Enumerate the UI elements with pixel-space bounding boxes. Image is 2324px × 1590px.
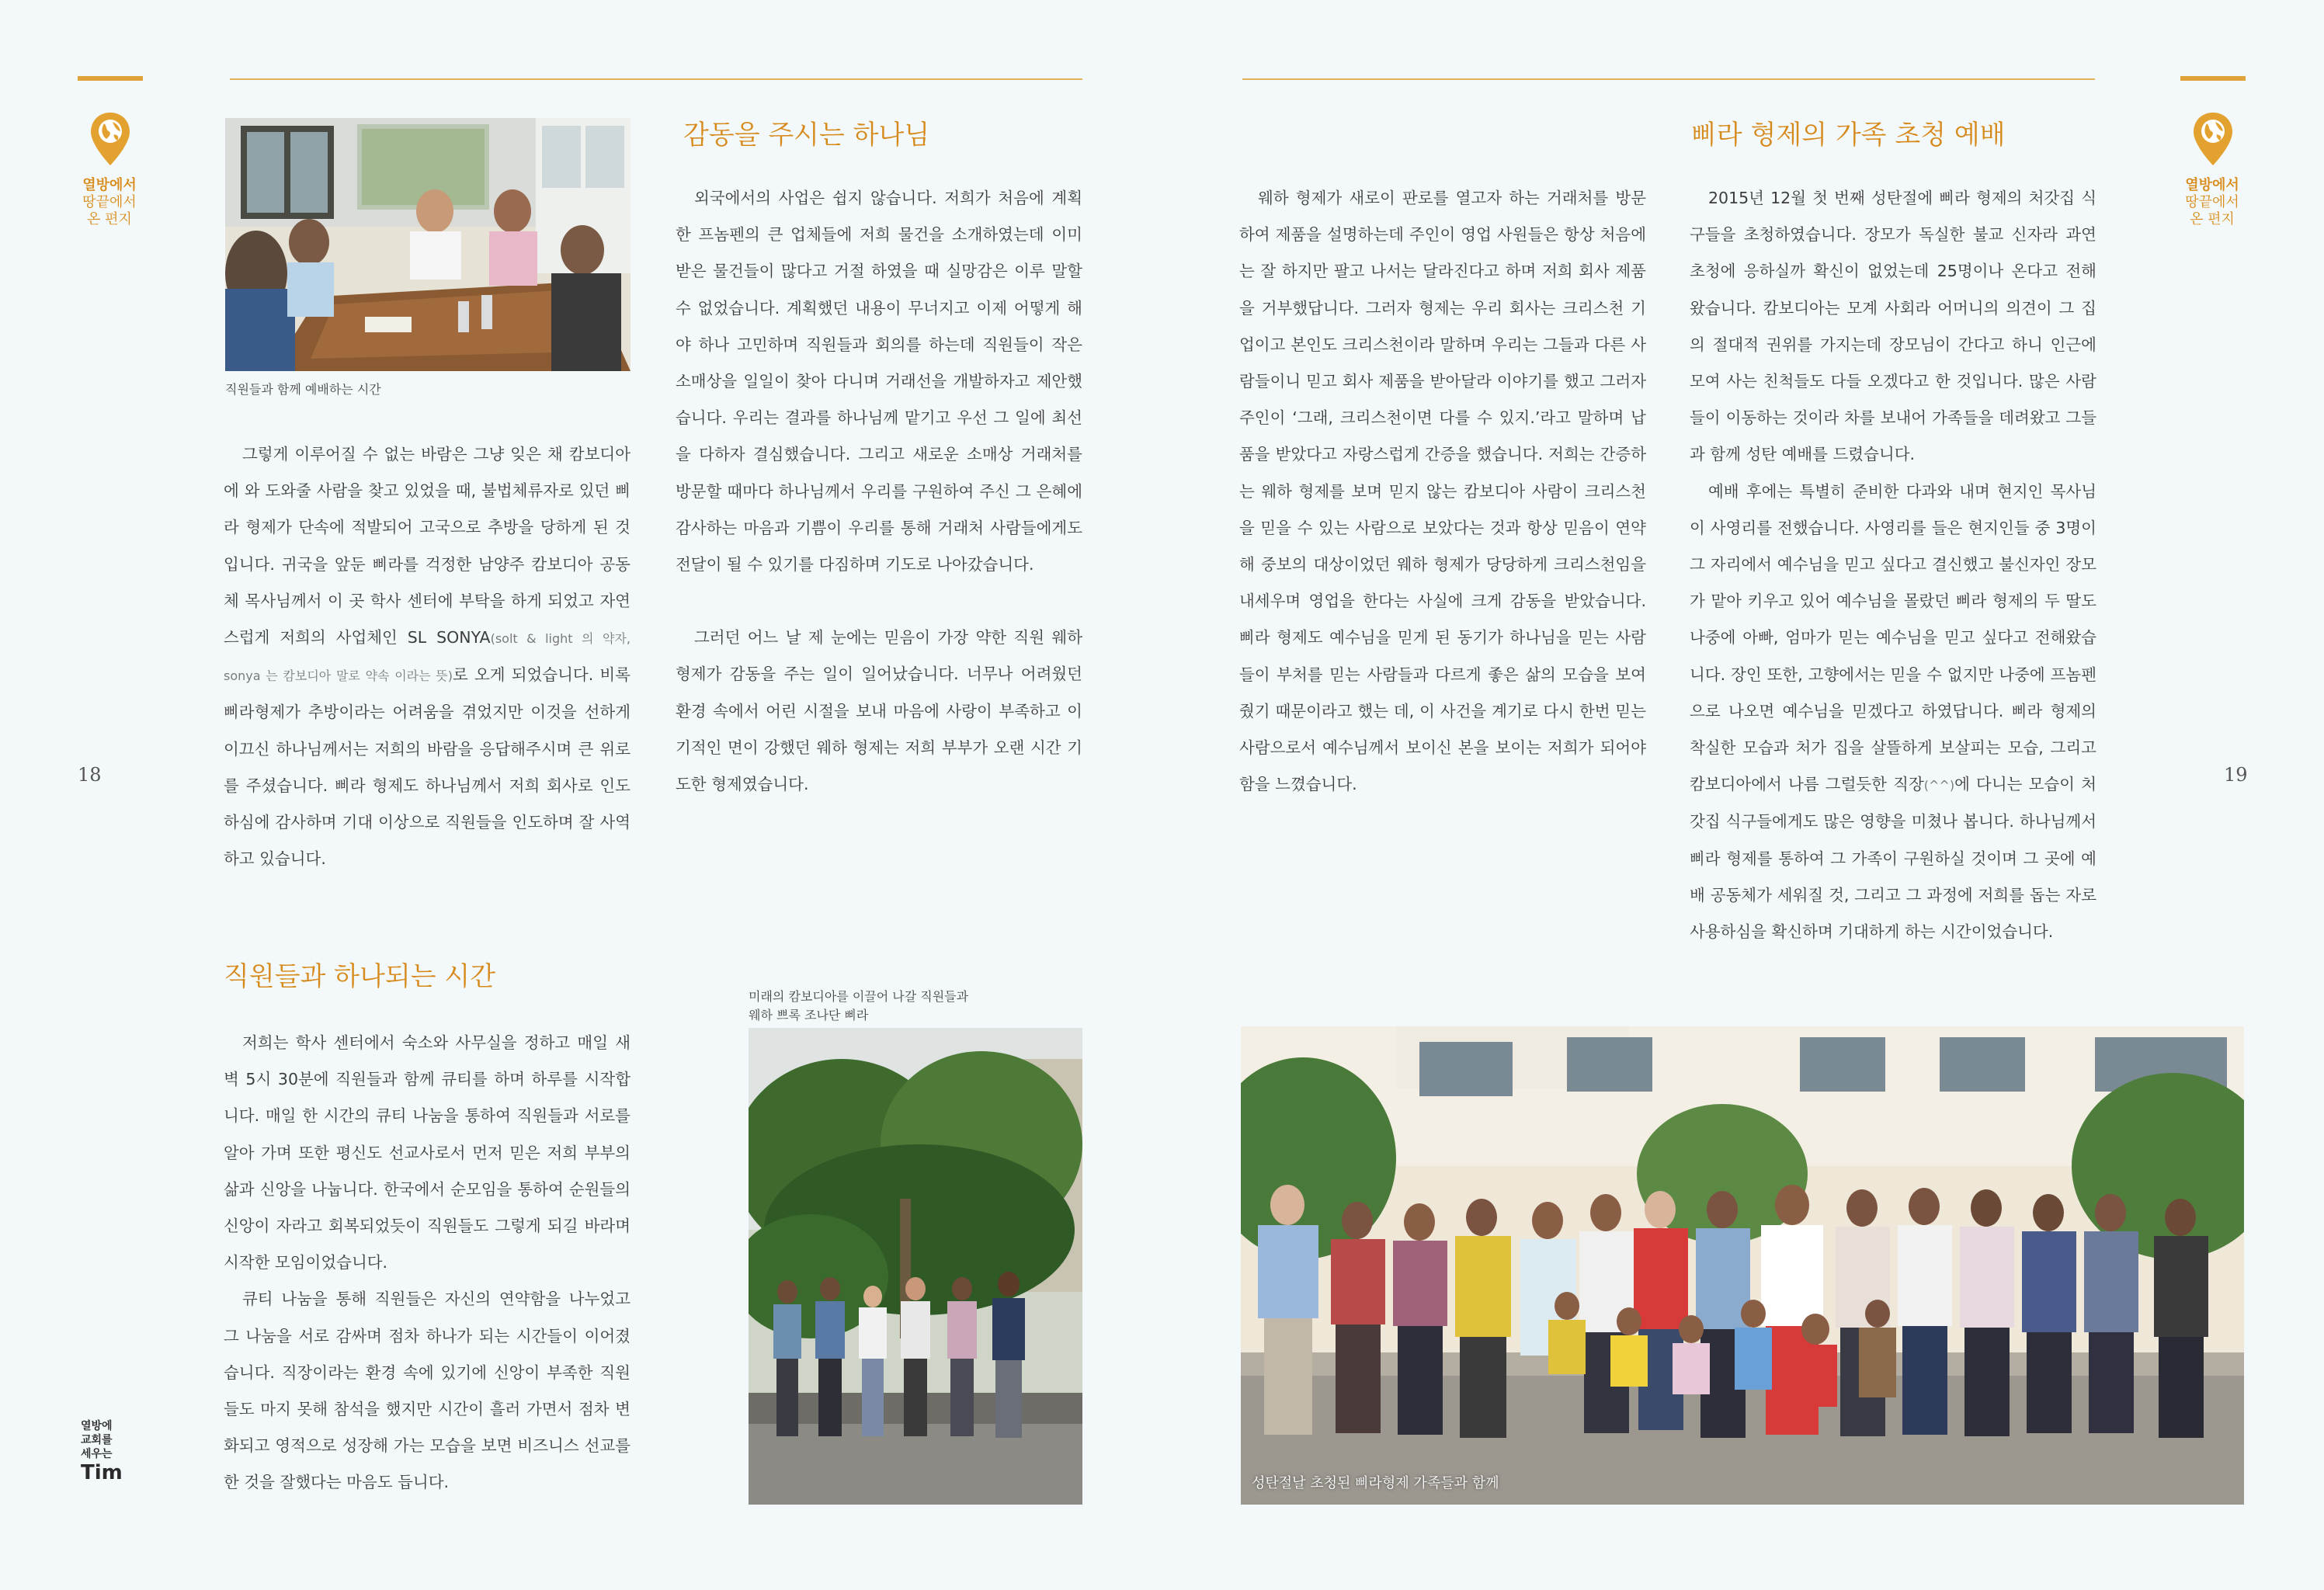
- left-col1-paragraph1-text-cont: 로 오게 되었습니다. 비록 삐라형제가 추방이라는 어려움을 겪었지만 이것을 선하게 이끄신 하나님께서는 저희의 바람을 응답해주시며 큰 위로를 주셨습니다. 삐라 형제도 하나님께서 저희 회사로 인도 하심에 감사하며 기대 이상으로 직원들을 인도하며 잘 사역하고 있습니다.: [224, 665, 631, 869]
- logo-line1: 열방에: [81, 1420, 113, 1432]
- logo-line3: 세우는: [81, 1448, 113, 1460]
- right-col4-paragraph2-text: 예배 후에는 특별히 준비한 다과와 내며 현지인 목사님이 사영리를 전했습니다. 사영리를 들은 현지인들 중 3명이 그 자리에서 예수님을 믿고 싶다고 결신했고 불신자인 장모가 맡아 키우고 있어 예수님을 몰랐던 삐라 형제의 두 딸도 나중에 아빠, 엄마가 믿는 예수님을 믿고 싶다고 전해왔습니다. 장인 또한, 고향에서는 믿을 수 없지만 나중에 프놈펜으로 나오면 예수님을 믿겠다고 하였답니다. 삐라 형제의 착실한 모습과 처가 집을 살뜰하게 보살피는 모습, 그리고 캄보디아에서 나름 그럴듯한 직장: [1690, 481, 2096, 794]
- right-col4-paragraph1: 2015년 12월 첫 번째 성탄절에 삐라 형제의 처갓집 식구들을 초청하였습니다. 장모가 독실한 불교 신자라 과연 초청에 응하실까 확신이 없었는데 25명이나 온다고 전해 왔습니다. 캄보디아는 모계 사회라 어머니의 의견이 그 집의 절대적 권위를 가지는데 장모님이 간다고 하니 인근에 모여 사는 친척들도 다들 오겠다고 한 것입니다. 많은 사람들이 이동하는 것이라 차를 보내어 가족들을 데려왔고 그들과 함께 성탄 예배를 드렸습니다.: [1690, 189, 2096, 464]
- left-margin-rule: [78, 76, 143, 81]
- right-col4-paragraph2: [1690, 474, 2096, 951]
- right-header-rule: [1242, 78, 2095, 80]
- left-section-title-line3: 온 편지: [87, 211, 132, 227]
- photo-family-group: [1241, 1026, 2244, 1505]
- page-number-right: 19: [2224, 764, 2248, 786]
- photo-family-group-caption: 성탄절날 초청된 삐라형제 가족들과 함께: [1252, 1475, 1499, 1491]
- right-section-title-line1: 열방에서: [2185, 177, 2239, 193]
- left-section-title-line2: 땅끝에서: [82, 194, 137, 210]
- left-header-rule: [230, 78, 1082, 80]
- photo-staff-group-caption-line1: 미래의 캄보디아를 이끌어 나갈 직원들과: [749, 989, 969, 1004]
- right-section-title-line2: 땅끝에서: [2185, 194, 2239, 210]
- photo-staff-group-caption-line2: 웨하 쁘록 조나단 삐라: [749, 1008, 869, 1022]
- left-col1-paragraph1-text: 그렇게 이루어질 수 없는 바람은 그냥 잊은 채 캄보디아에 와 도와줄 사람을 찾고 있었을 때, 불법체류자로 있던 삐라 형제가 단속에 적발되어 고국으로 추방을 당하게 된 것입니다. 귀국을 앞둔 삐라를 걱정한 남양주 캄보디아 공동체 목사님께서 이 곳 학사 센터에 부탁을 하게 되었고 자연스럽게 저희의 사업체인 SL SONYA: [224, 445, 631, 647]
- right-section-title-line3: 온 편지: [2190, 211, 2235, 227]
- page-number-left: 18: [78, 764, 102, 786]
- heading-family-worship: 삐라 형제의 가족 초청 예배: [1691, 120, 2006, 151]
- left-col1-paragraph1: [224, 436, 631, 877]
- sl-sonya-note: (solt & light 의 약자, sonya 는 캄보디아 말로 약속 이라는 뜻): [224, 631, 631, 684]
- heading-god-moves: 감동을 주시는 하나님: [683, 120, 930, 151]
- logo-line2: 교회를: [81, 1434, 113, 1446]
- logo-brand: Tim: [81, 1461, 123, 1484]
- left-col2-paragraph1: 외국에서의 사업은 쉽지 않습니다. 저희가 처음에 계획한 프놈펜의 큰 업체들에 저희 물건을 소개하였는데 이미 받은 물건들이 많다고 거절 하였을 때 실망감은 이루 말할 수 없었습니다. 계획했던 내용이 무너지고 이제 어떻게 해야 하나 고민하며 직원들과 회의를 하는데 직원들이 작은 소매상을 일일이 찾아 다니며 거래선을 개발하자고 제안했습니다. 우리는 결과를 하나님께 맡기고 우선 그 일에 최선을 다하자 결심했습니다. 그리고 새로운 소매상 거래처를 방문할 때마다 하나님께서 우리를 구원하여 주신 그 은혜에 감사하는 마음과 기쁨이 우리를 통해 거래처 사람들에게도 전달이 될 수 있기를 다짐하며 기도로 나아갔습니다.: [676, 189, 1082, 575]
- left-col2-paragraph2: 그러던 어느 날 제 눈에는 믿음이 가장 약한 직원 웨하 형제가 감동을 주는 일이 일어났습니다. 너무나 어려웠던 환경 속에서 어린 시절을 보내 마음에 사랑이 부족하고 이기적인 면이 강했던 웨하 형제는 저희 부부가 오랜 시간 기도한 형제였습니다.: [676, 628, 1082, 794]
- left-col1b-paragraph1: 저희는 학사 센터에서 숙소와 사무실을 정하고 매일 새벽 5시 30분에 직원들과 함께 큐티를 하며 하루를 시작합니다. 매일 한 시간의 큐티 나눔을 통하여 직원들과 서로를 알아 가며 또한 평신도 선교사로서 먼저 믿은 저희 부부의 삶과 신앙을 나눕니다. 한국에서 순모임을 통하여 순원들의 신앙이 자라고 회복되었듯이 직원들도 그렇게 되길 바라며 시작한 모임이었습니다.: [224, 1033, 631, 1272]
- left-col1b-body: [224, 1025, 631, 1501]
- heading-staff-unity: 직원들과 하나되는 시간: [224, 961, 496, 992]
- left-section-title: [51, 177, 168, 228]
- right-section-title: [2154, 177, 2270, 228]
- right-col3-body: [1239, 180, 1646, 803]
- photo-staff-worship: [225, 118, 631, 371]
- smile-note: (^^): [1923, 778, 1955, 793]
- photo-staff-group: [749, 1028, 1082, 1505]
- photo-staff-group-caption: [749, 988, 968, 1025]
- right-col3-paragraph1: 웨하 형제가 새로이 판로를 열고자 하는 거래처를 방문하여 제품을 설명하는데 주인이 영업 사원들은 항상 처음에는 잘 하지만 팔고 나서는 달라진다고 하며 저희 회사 제품을 거부했답니다. 그러자 형제는 우리 회사는 크리스천 기업이고 본인도 크리스천이라 말하며 우리는 그들과 다른 사람들이니 믿고 회사 제품을 받아달라 이야기를 했고 그러자 주인이 ‘그래, 크리스천이면 다를 수 있지.’라고 말하며 납품을 받았다고 자랑스럽게 간증을 했습니다. 저희는 간증하는 웨하 형제를 보며 믿지 않는 캄보디아 사람이 크리스천을 믿을 수 있는 사람으로 보았다는 것과 항상 믿음이 연약해 중보의 대상이었던 웨하 형제가 당당하게 크리스천임을 내세우며 영업을 한다는 사실에 크게 감동을 받았습니다. 삐라 형제도 예수님을 믿게 된 동기가 하나님을 믿는 사람들이 부처를 믿는 사람들과 다르게 좋은 삶의 모습을 보여줬기 때문이라고 했는 데, 이 사건을 계기로 다시 한번 믿는 사람으로서 예수님께서 보이신 본을 보이는 저희가 되어야 함을 느꼈습니다.: [1239, 189, 1646, 794]
- photo-staff-worship-caption: 직원들과 함께 예배하는 시간: [225, 382, 381, 397]
- globe-pin-icon-right: [2191, 111, 2235, 167]
- right-col4-body: [1690, 180, 2096, 950]
- left-col1-body: [224, 436, 631, 877]
- left-section-title-line1: 열방에서: [82, 177, 137, 193]
- globe-pin-icon: [89, 111, 132, 167]
- right-margin-rule: [2180, 76, 2246, 81]
- right-col4-paragraph2-text-cont: 에 다니는 모습이 처갓집 식구들에게도 많은 영향을 미쳤나 봅니다. 하나님께서 삐라 형제를 통하여 그 가족이 구원하실 것이며 그 곳에 예배 공동체가 세워질 것, 그리고 그 과정에 저희를 돕는 자로 사용하심을 확신하며 기대하게 하는 시간이었습니다.: [1690, 775, 2096, 942]
- publication-logo: [81, 1419, 123, 1484]
- left-col1b-paragraph2: 큐티 나눔을 통해 직원들은 자신의 연약함을 나누었고 그 나눔을 서로 감싸며 점차 하나가 되는 시간들이 이어졌습니다. 직장이라는 환경 속에 있기에 신앙이 부족한 직원들도 마지 못해 참석을 했지만 시간이 흘러 가면서 점차 변화되고 영적으로 성장해 가는 모습을 보면 비즈니스 선교를 한 것을 잘했다는 마음도 듭니다.: [224, 1290, 631, 1492]
- left-col2-body: [676, 180, 1082, 803]
